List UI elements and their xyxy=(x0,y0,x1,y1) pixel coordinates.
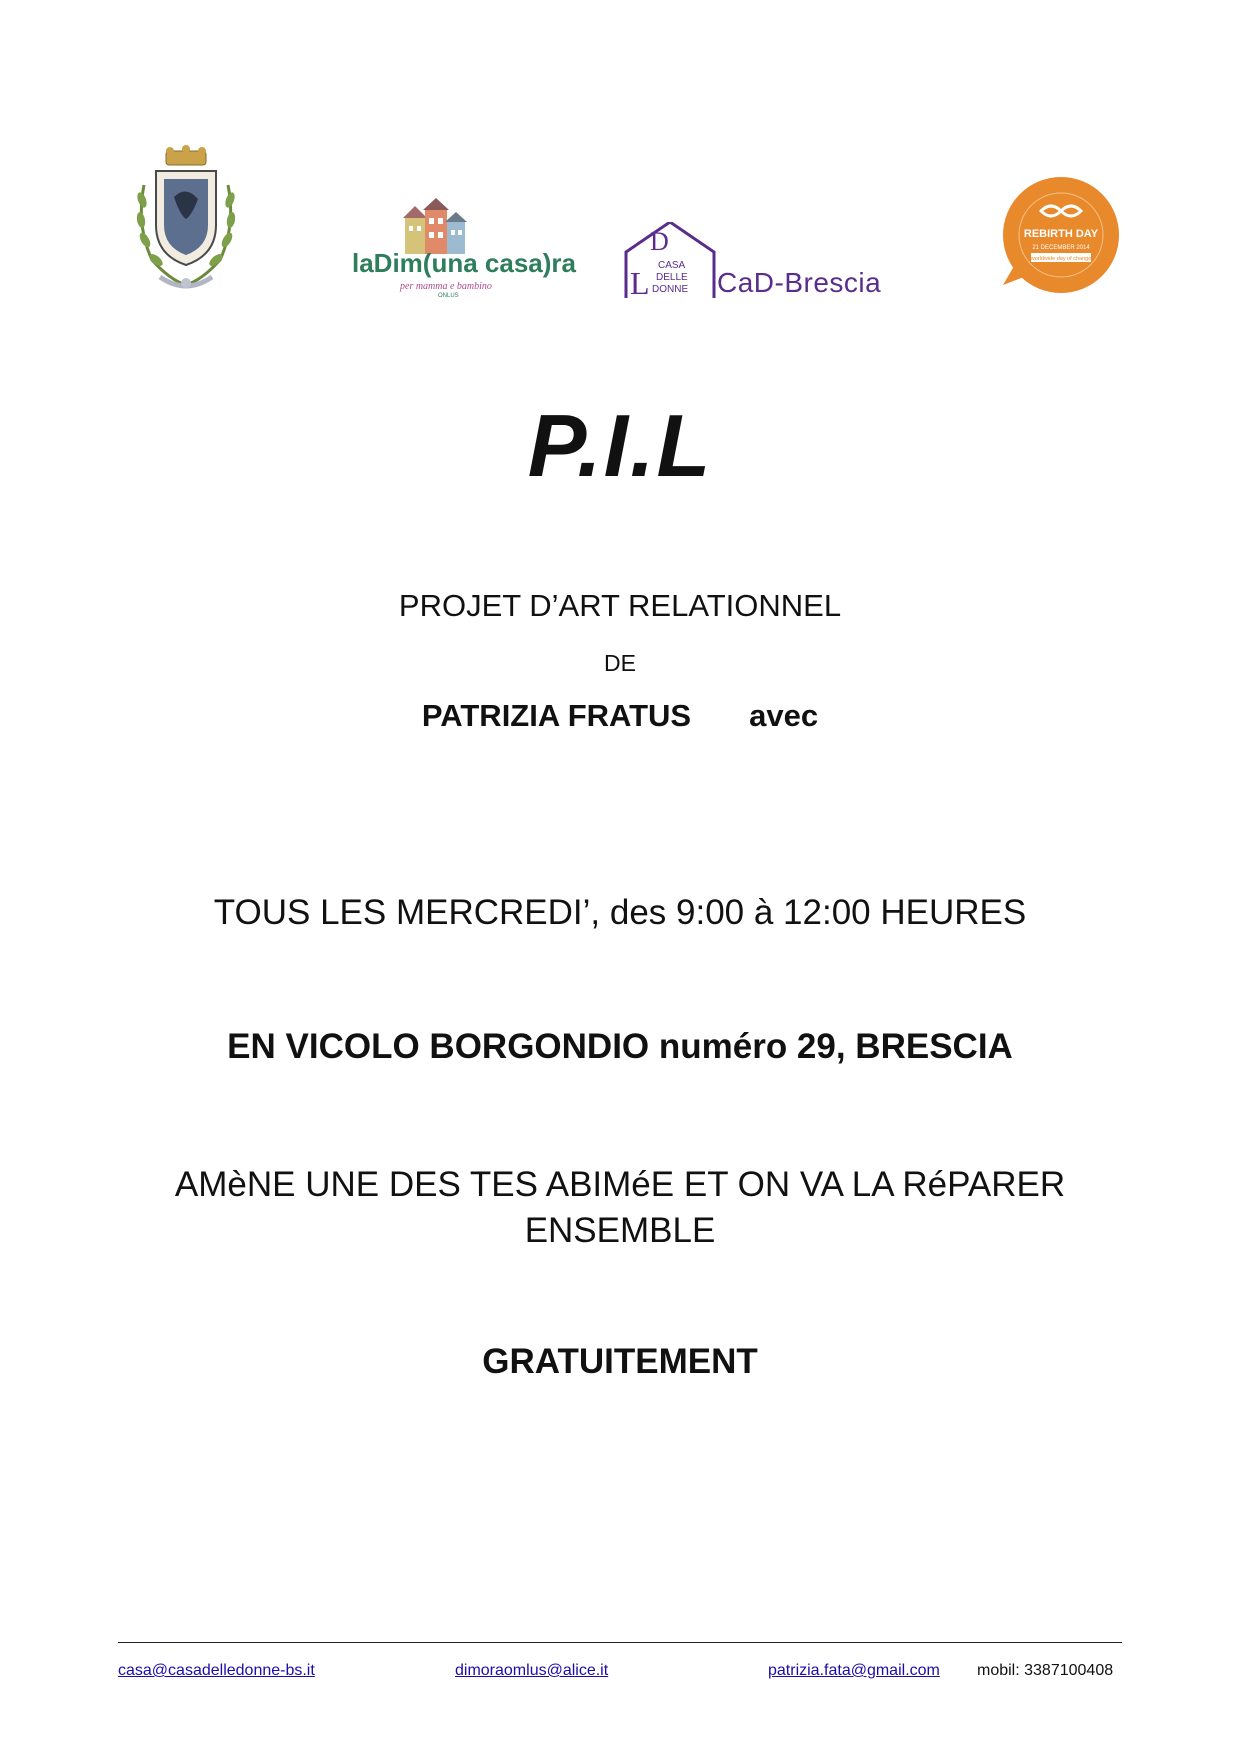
email-link-dimora[interactable]: dimoraomlus@alice.it xyxy=(455,1662,609,1679)
free-label: GRATUITEMENT xyxy=(482,1342,758,1381)
address-text: EN VICOLO BORGONDIO numéro 29, BRESCIA xyxy=(227,1027,1013,1066)
svg-text:REBIRTH DAY: REBIRTH DAY xyxy=(1023,228,1099,240)
schedule-text: TOUS LES MERCREDI’, des 9:00 à 12:00 HEURES xyxy=(213,893,1027,932)
svg-text:CASA: CASA xyxy=(658,260,686,271)
email-link-patrizia[interactable]: patrizia.fata@gmail.com xyxy=(768,1662,940,1679)
instruction-line-1: AMèNE UNE DES TES ABIMéE ET ON VA LA RéPARER xyxy=(174,1165,1066,1204)
email-link-casadelledonne[interactable]: casa@casadelledonne-bs.it xyxy=(118,1662,315,1679)
cad-name: CaD-Brescia xyxy=(717,267,882,298)
poster-title: P.I.L xyxy=(527,396,713,495)
svg-text:21 DECEMBER 2014: 21 DECEMBER 2014 xyxy=(1032,245,1090,251)
instruction-line-2: ENSEMBLE xyxy=(524,1211,716,1250)
cad-brescia-logo xyxy=(622,222,902,302)
dimora-name: laDim(una casa)ra xyxy=(352,248,576,278)
svg-text:D: D xyxy=(650,227,669,256)
mobile-number: mobil: 3387100408 xyxy=(977,1662,1114,1679)
artist-line xyxy=(0,698,1240,734)
footer-divider xyxy=(118,1642,1122,1643)
svg-text:DELLE: DELLE xyxy=(656,272,688,283)
artist-name: PATRIZIA FRATUS xyxy=(421,698,692,733)
de-label: DE xyxy=(604,650,636,676)
svg-text:worldwide day of change: worldwide day of change xyxy=(1030,256,1092,262)
crest-logo xyxy=(130,145,242,300)
la-dimora-logo xyxy=(330,198,576,299)
svg-text:DONNE: DONNE xyxy=(652,284,689,295)
rebirth-day-logo xyxy=(995,175,1125,300)
instruction-text xyxy=(0,1162,1240,1254)
avec-label: avec xyxy=(749,698,819,733)
dimora-subtitle: per mamma e bambino xyxy=(400,281,492,292)
dimora-onlus: ONLUS xyxy=(438,293,459,299)
project-subtitle: PROJET D’ART RELATIONNEL xyxy=(398,588,842,623)
svg-text:L: L xyxy=(630,265,650,301)
